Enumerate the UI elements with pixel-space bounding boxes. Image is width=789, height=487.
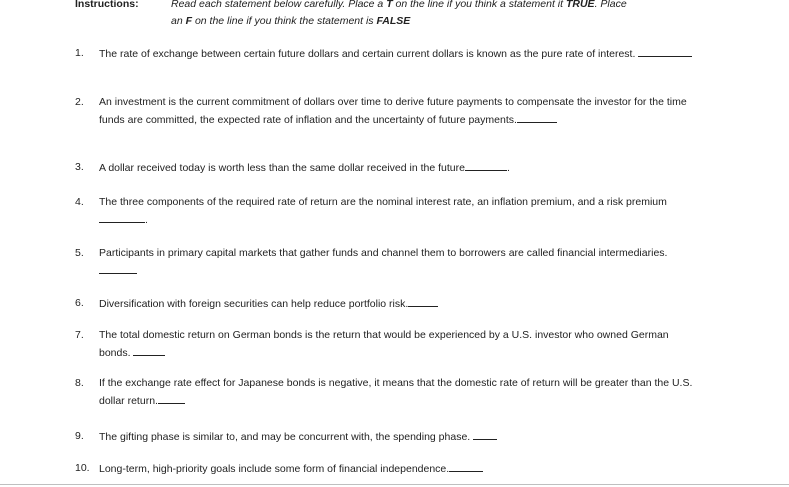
question-number: 2.	[75, 96, 84, 108]
question-text	[99, 375, 699, 409]
question-statement: Diversification with foreign securities can help reduce portfolio risk.	[99, 298, 409, 310]
answer-blank[interactable]	[638, 45, 692, 57]
question-number: 9.	[75, 430, 84, 442]
question-text	[99, 45, 699, 63]
question-statement: The gifting phase is similar to, and may be concurrent with, the spending phase.	[99, 431, 474, 443]
instructions-true-letter: T	[386, 0, 393, 10]
answer-blank[interactable]	[99, 262, 137, 274]
question-number: 4.	[75, 196, 84, 208]
answer-blank[interactable]	[99, 211, 145, 223]
instructions-text	[171, 0, 771, 30]
question-number: 1.	[75, 47, 84, 59]
question-text	[99, 94, 699, 128]
instructions-text-part: Read each statement below carefully. Place a	[171, 0, 387, 10]
question-text	[99, 428, 699, 446]
question-statement: The three components of the required rate of return are the nominal interest rate, an inflation premium, and a risk premium	[99, 196, 667, 208]
answer-blank[interactable]	[473, 428, 497, 440]
instructions-text-part: an	[171, 15, 186, 27]
question-text	[99, 245, 699, 279]
question-number: 10.	[75, 462, 90, 474]
question-statement: An investment is the current commitment of dollars over time to derive future payments to compensate the investor for the time funds are committed, the expected rate of inflation and the uncertainty of future payments.	[99, 96, 687, 126]
instructions-label: Instructions:	[75, 0, 139, 10]
question-statement: Participants in primary capital markets that gather funds and channel them to borrowers are called financial intermediaries.	[99, 247, 668, 259]
question-number: 8.	[75, 377, 84, 389]
question-number: 7.	[75, 329, 84, 341]
question-text	[99, 295, 699, 313]
instructions-false-word: FALSE	[376, 15, 411, 27]
question-statement: The total domestic return on German bonds is the return that would be experienced by a U.S. investor who owned German bonds.	[99, 329, 669, 359]
answer-blank[interactable]	[133, 344, 165, 356]
question-statement: If the exchange rate effect for Japanese bonds is negative, it means that the domestic rate of return will be greater than the U.S. dollar return.	[99, 377, 693, 407]
instructions-true-word: TRUE	[565, 0, 595, 10]
answer-blank[interactable]	[158, 392, 185, 404]
answer-blank[interactable]	[517, 111, 557, 123]
question-text	[99, 327, 699, 361]
question-text	[99, 460, 699, 478]
answer-blank[interactable]	[408, 295, 438, 307]
question-statement: A dollar received today is worth less than the same dollar received in the future	[99, 162, 465, 174]
question-text	[99, 194, 699, 228]
question-number: 5.	[75, 247, 84, 259]
instructions-text-part: on the line if you think the statement is	[192, 15, 377, 27]
instructions-false-letter: F	[185, 15, 193, 27]
instructions-text-part: on the line if you think a statement it	[392, 0, 566, 10]
question-number: 6.	[75, 297, 84, 309]
instructions-text-part: . Place	[594, 0, 627, 10]
answer-blank[interactable]	[465, 159, 507, 171]
question-text	[99, 159, 699, 177]
page-bottom-divider	[0, 484, 789, 485]
question-statement: Long-term, high-priority goals include some form of financial independence.	[99, 463, 450, 475]
question-trailing: .	[145, 213, 148, 226]
question-trailing: .	[506, 162, 510, 174]
question-statement: The rate of exchange between certain future dollars and certain current dollars is known as the pure rate of interest.	[99, 48, 639, 60]
answer-blank[interactable]	[449, 460, 483, 472]
question-number: 3.	[75, 161, 84, 173]
